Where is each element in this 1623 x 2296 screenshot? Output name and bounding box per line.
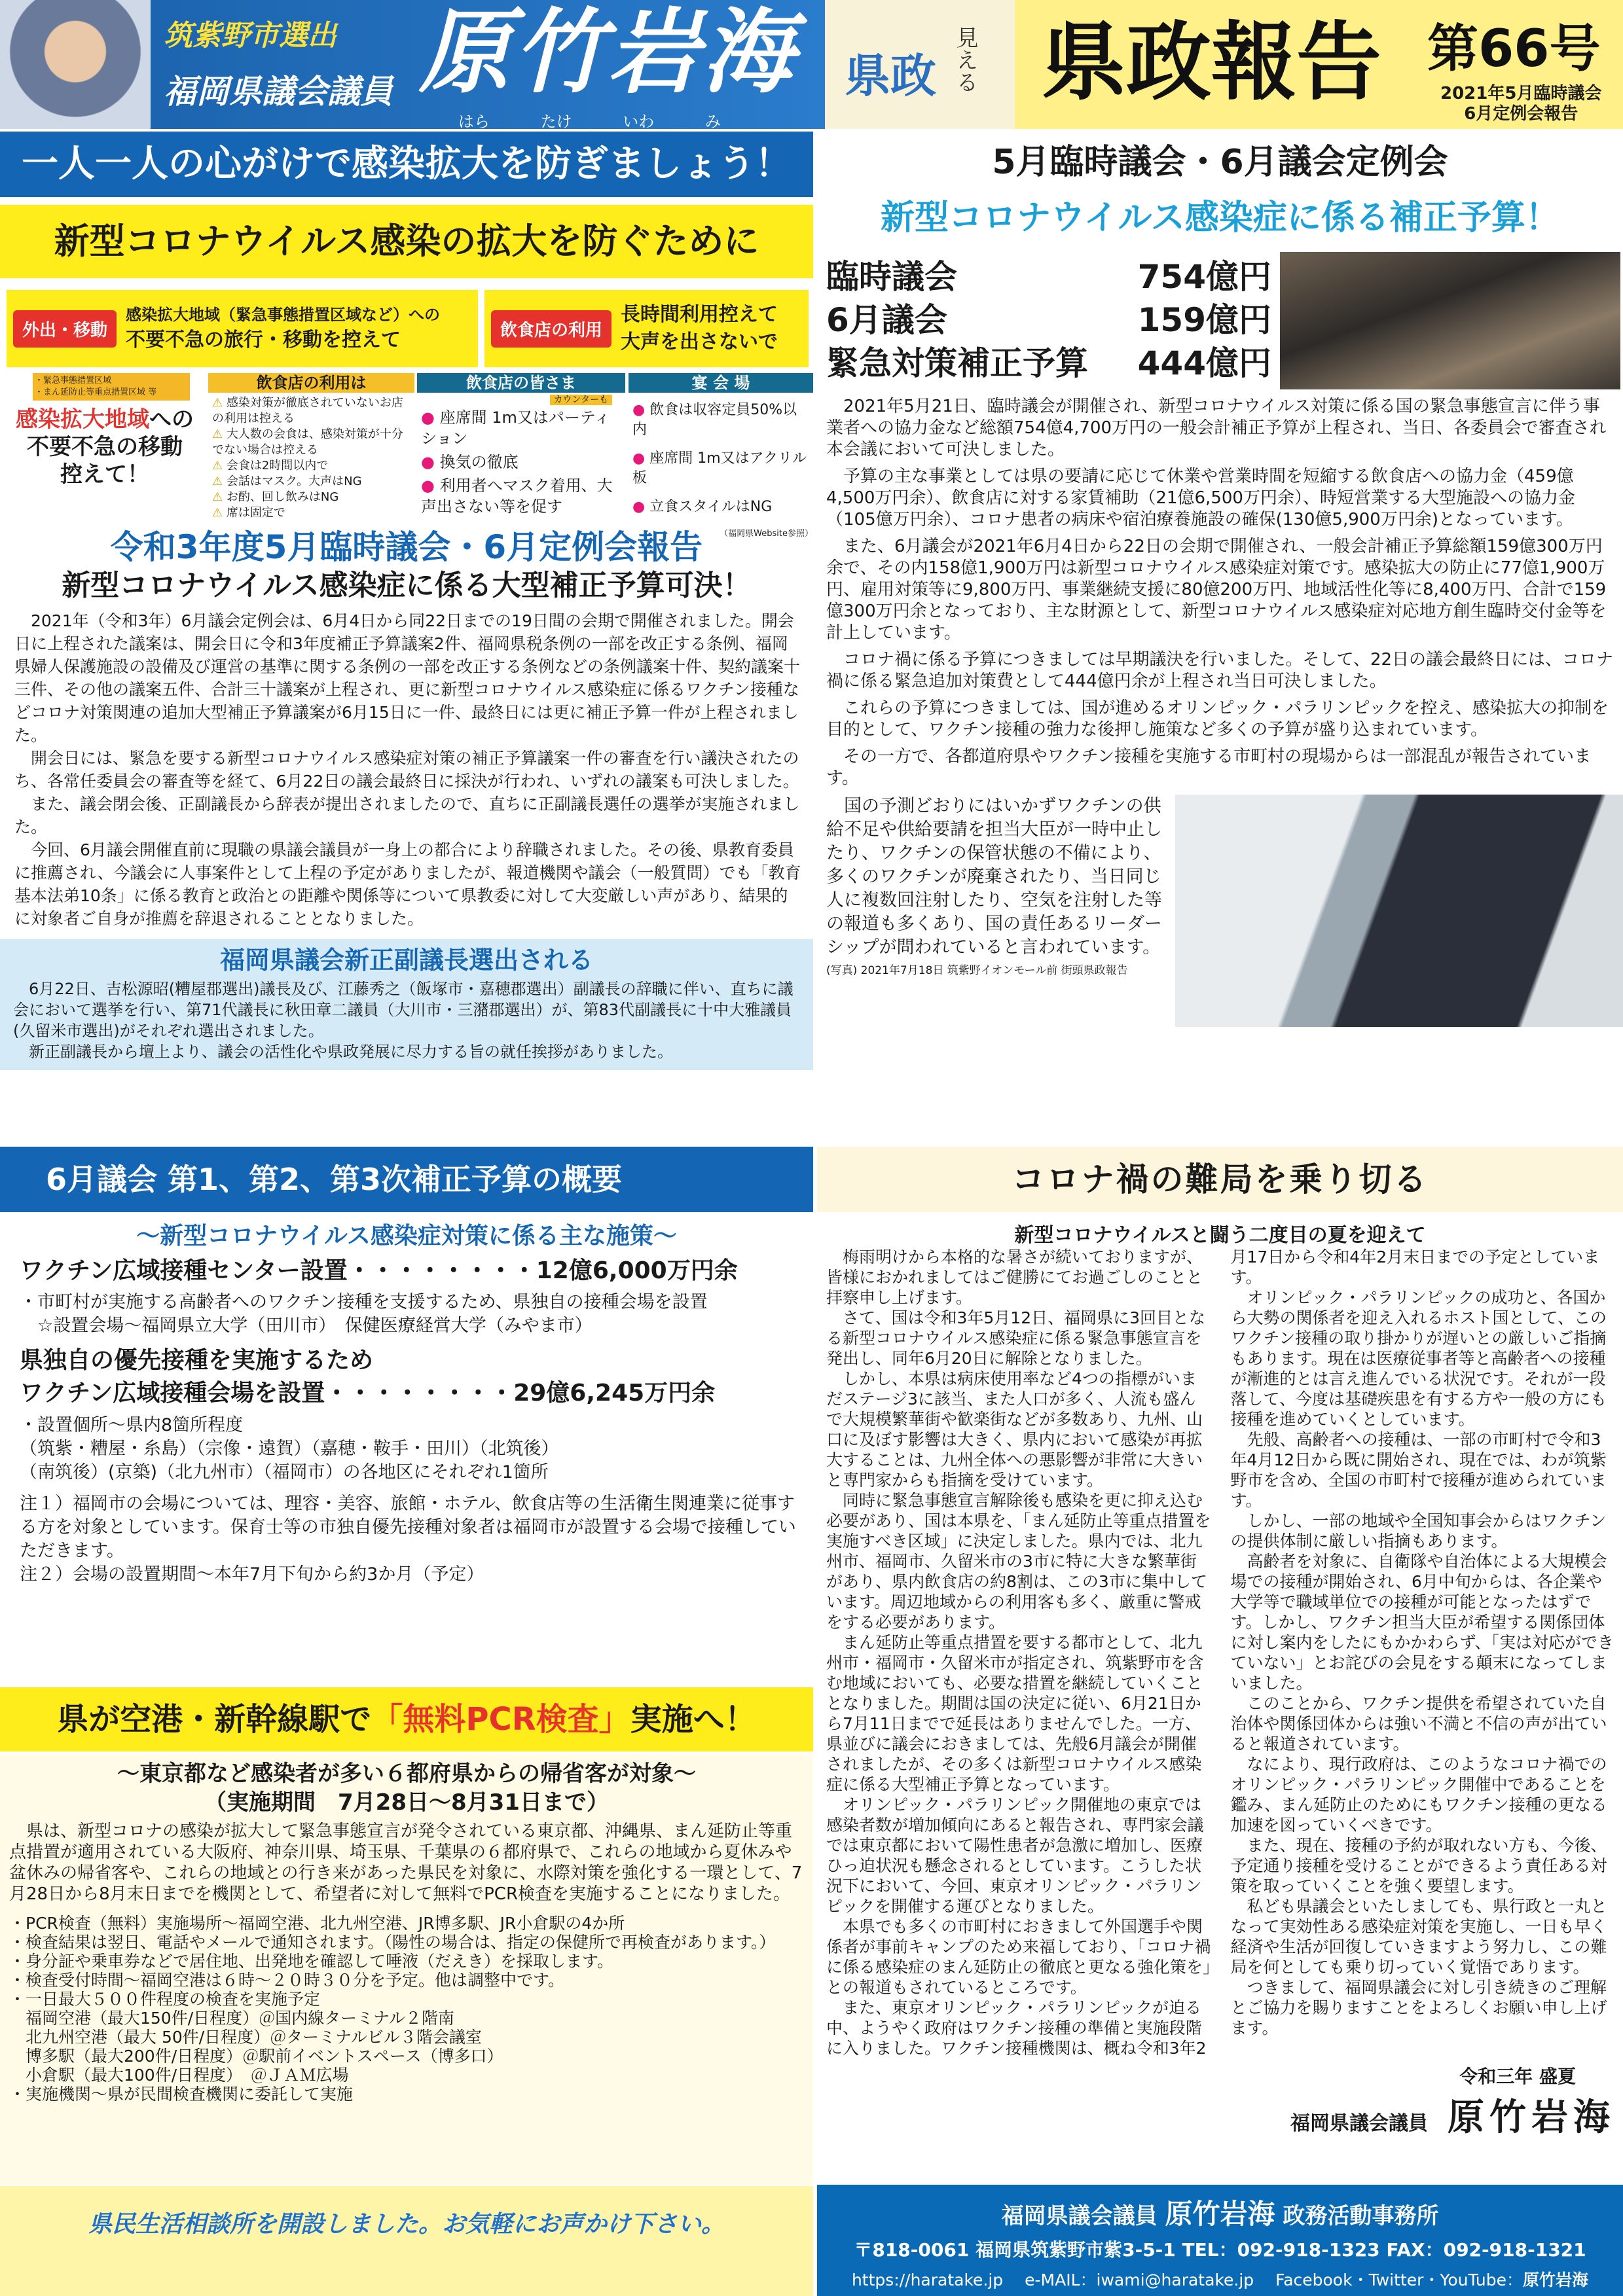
budget-items [20, 1255, 805, 1587]
budget-amount: 159億円 [1137, 301, 1271, 339]
warning-icon: ⚠ [212, 396, 227, 410]
item1-title: ワクチン広域接種センター設置・・・・・・・・12億6,000万円余 [20, 1257, 738, 1284]
restaurant-item-text: 座席間 1m又はパーティション [421, 408, 610, 448]
office-type: 政務活動事務所 [1283, 2203, 1439, 2229]
essay-paragraph: また、東京オリンピック・パラリンピックが迫る中、ようやく政府はワクチン接種の準備と実施段階に入りました。ワクチン接種機関は、概ね令和3年2月17日から令和4年2月末日までの予定としています。 [826, 1247, 1600, 2058]
area-note: ・緊急事態措置区域 ・まん延防止等重点措置区域 等 [33, 373, 190, 401]
budget-row [826, 298, 1271, 342]
essay-paragraph: 本県でも多くの市町村におきまして外国選手や関係者が事前キャンプのため来福しており、「コロナ禍に係る感染症のまん延防止の徹底と更なる強化策を」との報道もされているところです。 [826, 1917, 1211, 1997]
warning-icon: ⚠ [212, 490, 227, 504]
budget-heading: 6月議会 第1、第2、第3次補正予算の概要 [0, 1147, 813, 1212]
speaker-title: 福岡県議会新正副議長選出される [219, 946, 593, 975]
essay-paragraph: また、現在、接種の予約が取れない方も、今後、予定通り接種を受けることができるよう責任ある対策を取っていくことを強く要望します。 [1230, 1836, 1607, 1895]
report-body [0, 609, 813, 930]
budget-summary [826, 255, 1271, 385]
essay-paragraph: 私ども県議会といたしましても、県行政と一丸となって実効性ある感染症対策を実施し、一日も早く経済や生活が回復していきますよう努力し、この難局を何としても乗り切っていく覚悟であります。 [1230, 1897, 1607, 1977]
session-paragraph: また、6月議会が2021年6月4日から22日の会期で開催され、一般会計補正予算総額159億300万円余で、その内158億1,900万円は新型コロナウイルス感染症対策です。感染拡大の防止に77億1,900万円、雇用対策等に9,800万円、事業継続支援に80億200万円、地域活性化等に8,400万円、合計で159億300万円余となっており、主な財源として、新型コロナウイルス感染症対応地方創生臨時交付金等を計上しています。 [826, 537, 1607, 643]
dining-usage-item [212, 505, 410, 521]
banquet-title: 宴 会 場 [629, 373, 813, 393]
signature: 原竹岩海 [1448, 2096, 1615, 2139]
essay-body [826, 1247, 1615, 2058]
pcr-list-line: ・一日最大５００件程度の検査を実施予定 [9, 1990, 321, 2009]
budget-label: 6月議会 [826, 301, 947, 339]
dining-usage-text: 会話はマスク。大声はNG [226, 475, 362, 488]
banquet-item-text: 飲食は収容定員50%以内 [632, 402, 797, 438]
photo-caption: (写真) 2021年7月18日 筑紫野イオンモール前 街頭県政報告 [826, 964, 1128, 977]
speaker-box [0, 939, 813, 1070]
pcr-list-line: 北九州空港（最大 50件/日程度）＠ターミナルビル３階会議室 [9, 2028, 482, 2047]
office-role: 福岡県議会議員 [1001, 2203, 1158, 2229]
dining-usage-title: 飲食店の利用は [208, 373, 414, 393]
essay-paragraph: 同時に緊急事態宣言解除後も感染を更に抑え込む必要があり、国は本県を、「まん延防止等重点措置を実施すべき区域」に決定しました。県内では、北九州市、福岡市、久留米市の3市に特に大きな繁華街があり、県内飲食店の約8割は、この3市に集中しています。周辺地域からの利用客も多く、厳重に警戒をする必要があります。 [826, 1491, 1211, 1632]
bullet-icon: ● [632, 402, 650, 418]
counter-callout: カウンターも [550, 395, 612, 405]
session-title: 5月臨時議会・6月議会定例会 [992, 143, 1448, 182]
issue-number: 第66号 [1427, 20, 1601, 79]
dining-usage-text: 感染対策が徹底されていないお店の利用は控える [212, 396, 403, 425]
sign-role: 福岡県議会議員 [1290, 2112, 1428, 2135]
essay-paragraph: なにより、現行政府は、このようなコロナ禍でのオリンピック・パラリンピック開催中であることを鑑み、まん延防止のためにもワクチン接種の更なる加速を図っていくべきです。 [1230, 1755, 1607, 1835]
travel-line-2: 不要不急の旅行・移動を控えて [126, 329, 401, 351]
dining-usage-item [212, 490, 410, 505]
notes-line: 注２）会場の設置期間～本年7月下旬から約3か月（予定） [20, 1564, 484, 1585]
dining-usage-text: 会食は2時間以内で [226, 459, 329, 473]
pcr-paragraph: 県は、新型コロナの感染が拡大して緊急事態宣言が発令されている東京都、沖縄県、まん延防止等重点措置が適用されている大阪府、神奈川県、埼玉県、千葉県の６都府県で、これらの地域から夏休みや盆休みの帰省客や、これらの地域との行き来があった県民を対象に、水際対策を強化する一環として、7月28日から8月末日までを機関として、希望者に対して無料でPCR検査を実施することになりました。 [9, 1821, 803, 1904]
budget-amount: 444億円 [1137, 344, 1271, 382]
sign-row [826, 2089, 1615, 2141]
pcr-heading-b: 「無料PCR検査」 [371, 1701, 630, 1738]
item2-title-1: 県独自の優先接種を実施するため [20, 1347, 374, 1374]
essay-paragraph: つきまして、福岡県議会に対し引き続きのご理解とご協力を賜りますことをよろしくお願い申し上げます。 [1230, 1978, 1607, 2037]
restaurant-item [421, 452, 621, 473]
dining-usage-item [212, 427, 410, 458]
session-paragraph: 予算の主な事業としては県の要請に応じて休業や営業時間を短縮する飲食店への協力金（459億4,500万円余）、飲食店に対する家賃補助（21億6,500万円余）、時短営業する大型施設への協力金（105億万円余）、コロナ患者の病床や宿泊療養施設の確保(130億5,900万円余)となっています。 [826, 467, 1575, 529]
area-main-1: 感染拡大地域 [16, 406, 149, 433]
essay-paragraph: しかし、本県は病床使用率など4つの指標がいまだステージ3に該当、また人口が多く、人流も盛んで大規模繁華街や歓楽街などが多数あり、九州、山口に及ぼす影響は大きく、県内において感染が再拡大することは、九州全体への悪影響が非常に大きいと専門家からも指摘を受けています。 [826, 1369, 1203, 1490]
notes-line: 注１）福岡市の会場については、理容・美容、旅館・ホテル、飲食店等の生活衛生関連業に従事する方を対象としています。保育士等の市独自優先接種対象者は福岡市が設置する会場で接種していただきます。 [20, 1494, 796, 1561]
report-section [0, 527, 813, 1070]
budget-label: 臨時議会 [826, 258, 957, 296]
assembly-hall-photo [1280, 252, 1620, 389]
essay-paragraph: さて、国は令和3年5月12日、福岡県に3回目となる新型コロナウイルス感染症に係る緊急事態宣言を発出し、同年6月20日に解除となりました。 [826, 1308, 1206, 1368]
budget-row [826, 255, 1271, 298]
item2-lines-line: （筑紫・糟屋・糸島）（宗像・遠賀）（嘉穂・鞍手・田川）（北筑後） [20, 1439, 559, 1459]
dining-usage-column [208, 373, 414, 524]
dining-usage-text: お酌、回し飲みはNG [226, 490, 339, 504]
pcr-heading-c: 実施へ！ [630, 1701, 756, 1738]
travel-text [126, 303, 440, 354]
street-speech-photo [1175, 795, 1623, 1027]
consultation-note: 県民生活相談所を開設しました。お気軽にお声かけ下さい。 [0, 2186, 813, 2296]
source-note: （福岡県Website参照） [720, 529, 813, 539]
sign-date: 令和三年 盛夏 [1459, 2066, 1576, 2087]
budget-amount: 754億円 [1137, 258, 1271, 296]
session-paragraph: 2021年5月21日、臨時議会が開催され、新型コロナウイルス対策に係る国の緊急事態宣言に伴う事業者への協力金など総額754億4,700万円の一般会計補正予算が上程され、当日、各委員会で審査され本会議において可決しました。 [826, 397, 1607, 459]
banquet-item [632, 401, 809, 440]
restaurant-title: 飲食店の皆さま [417, 373, 625, 393]
budget-row [826, 342, 1271, 385]
prevention-banner: 一人一人の心がけで感染拡大を防ぎましょう！ [0, 132, 813, 197]
essay-paragraph: まん延防止等重点措置を要する都市として、北九州市・福岡市・久留米市が指定され、筑紫野市を含む地域においても、必要な措置を継続していくこととなりました。期間は国の決定に従い、6月21日から7月11日までで延長はありませんでした。一方、県並びに議会におきましては、先般6月議会が開催されましたが、その多くは新型コロナウイルス感染症に係る大型補正予算となっています。 [826, 1633, 1204, 1794]
report-subtitle: 新型コロナウイルス感染症に係る大型補正予算可決！ [62, 569, 752, 602]
essay-paragraph: しかし、一部の地域や全国知事会からはワクチンの提供体制に厳しい指摘もあります。 [1230, 1511, 1607, 1551]
website-link[interactable]: https://haratake.jp [851, 2270, 1004, 2289]
counter-callout-row [417, 393, 625, 406]
prevention-title: 新型コロナウイルス感染の拡大を防ぐために [0, 205, 813, 278]
sns-label: Facebook・Twitter・YouTube： [1275, 2270, 1523, 2289]
dining-usage-item [212, 395, 410, 427]
pcr-subtitle-1: ～東京都など感染者が多い６都府県からの帰省客が対象～ [117, 1761, 696, 1787]
restaurant-column [417, 373, 625, 520]
restaurant-item [421, 407, 621, 449]
session-body [826, 396, 1623, 789]
office-name [817, 2193, 1623, 2232]
office-person: 原竹岩海 [1165, 2198, 1275, 2230]
essay-paragraph: 梅雨明けから本格的な暑さが続いておりますが、皆様におかれましてはご健勝にてお過ごしのことと拝察申し上げます。 [826, 1247, 1203, 1307]
issue-note-1: 2021年5月臨時議会 [1440, 84, 1602, 103]
dining-line-2: 大声を出さないで [621, 331, 778, 353]
essay-paragraph: このことから、ワクチン提供を希望されていた自治体や関係団体からは強い不満と不信の声が出ていると報道されています。 [1230, 1694, 1607, 1753]
banquet-item-text: 立食スタイルはNG [649, 499, 773, 515]
bullet-icon: ● [632, 499, 650, 515]
pcr-list-line: 博多駅（最大200件/日程度）＠駅前イベントスペース（博多口） [9, 2047, 503, 2066]
report-paragraph: また、議会閉会後、正副議長から辞表が提出されましたので、直ちに正副議長選任の選挙が実施されました。 [14, 795, 800, 836]
pcr-list-line: ・検査結果は翌日、電話やメールで通知されます。（陽性の場合は、指定の保健所で再検査があります。） [9, 1933, 776, 1952]
essay-paragraph: オリンピック・パラリンピック開催地の東京では感染者数が増加傾向にあると報告され、専門家会議では東京都において陽性患者が急激に増加し、医療ひっ迫状況も懸念されるとしています。こうした状況下において、今回、東京オリンピック・パラリンピックを開催する運びとなりました。 [826, 1795, 1204, 1916]
bullet-icon: ● [632, 450, 650, 467]
report-paragraph: 2021年（令和3年）6月議会定例会は、6月4日から同22日までの19日間の会期で開催されました。開会日に上程された議案は、開会日に令和3年度補正予算議案2件、福岡県税条例の一部を改正する条例、福岡県婦人保護施設の設備及び運営の基準に関する条例の一部を改正する条例などの条例議案十件、契約議案十三件、その他の議案五件、合計三十議案が上程され、更に新型コロナウイルス感染症に係るワクチン接種などコロナ対策関連の追加大型補正予算議案が6月15日に一件、最終日には更に補正予算一件が上程されました。 [14, 611, 801, 745]
logo-text: 県政 [845, 49, 936, 103]
owl-logo [825, 0, 1015, 129]
dining-tag: 飲食店の利用 [491, 310, 611, 348]
session-paragraph: その一方で、各都道府県やワクチン接種を実施する市町村の現場からは一部混乱が報告されています。 [826, 747, 1592, 788]
travel-line-1: 感染拡大地域（緊急事態措置区域など）への [126, 306, 441, 324]
warning-icon: ⚠ [212, 427, 227, 441]
item2-title [20, 1344, 805, 1410]
photo-text-column [826, 795, 1167, 1027]
bullet-icon: ● [421, 453, 440, 471]
banquet-column [629, 373, 813, 539]
budget-subtitle: ～新型コロナウイルス感染症対策に係る主な施策～ [136, 1223, 677, 1249]
essay-paragraph: 高齢者を対象に、自衛隊や自治体による大規模会場での接種が開始され、6月中旬からは、各企業や大学等で職域単位での接種が可能となったはずです。しかし、ワクチン担当大臣が希望する関係団体に対し案内をしたにもかかわらず、「実は対応ができていない」とお詫びの会見をする顛末になってしまいました。 [1230, 1552, 1614, 1693]
dining-usage-item [212, 458, 410, 474]
item2-lines-line: ・設置個所～県内8箇所程度 [20, 1415, 244, 1435]
item1-lines-line: ・市町村が実施する高齢者へのワクチン接種を支援するため、県独自の接種会場を設置 [20, 1292, 708, 1312]
pcr-list-line: 福岡空港（最大150件/日程度）＠国内線ターミナル２階南 [9, 2009, 454, 2028]
email-link[interactable]: e-MAIL：iwami@haratake.jp [1025, 2270, 1254, 2289]
banquet-item [632, 449, 809, 488]
report-paragraph: 今回、6月議会開催直前に現職の県議会議員が一身上の都合により辞職されました。その後、県教育委員に推薦され、今議会に人事案件として上程の予定がありましたが、報道機関や議会（一般質問）でも「教育基本法弟10条」に係る教育と政治との距離や関係等について県教委に対して大変厳しい声があり、結果的に対象者ご自身が推薦を辞退されることとなりました。 [14, 840, 801, 928]
bullet-icon: ● [421, 408, 440, 427]
essay-paragraph: 先般、高齢者への接種は、一部の市町村で令和3年4月12日から既に開始され、現在では、わが筑紫野市を含め、全国の市町村で接種が進められています。 [1230, 1430, 1607, 1510]
session-paragraph: コロナ禍に係る予算につきましては早期議決を行いました。そして、22日の議会最終日には、コロナ禍に係る緊急追加対策費として444億円余が上程され当日可決しました。 [826, 650, 1614, 691]
warning-icon: ⚠ [212, 459, 227, 473]
logo-side-text: 見える [952, 26, 978, 93]
dining-usage-text: 席は固定で [226, 506, 285, 520]
banquet-item [632, 497, 809, 517]
portrait-photo [0, 0, 151, 129]
pcr-heading-a: 県が空港・新幹線駅で [57, 1701, 372, 1738]
pcr-heading [0, 1687, 813, 1751]
district-label: 筑紫野市選出 [164, 19, 337, 52]
office-address: 〒818-0061 福岡県筑紫野市紫3-5-1 TEL：092-918-1323 FAX：092-918-1321 [854, 2239, 1586, 2261]
photo-row [826, 795, 1623, 1027]
essay-subtitle: 新型コロナウイルスと闘う二度目の夏を迎えて [1014, 1224, 1426, 1247]
budget-label: 緊急対策補正予算 [826, 344, 1088, 382]
pcr-section [0, 1754, 813, 2185]
banquet-item-text: 座席間 1m又はアクリル板 [632, 450, 807, 486]
restaurant-item-text: 換気の徹底 [439, 453, 519, 471]
dining-line-1: 長時間利用控えて [621, 303, 778, 326]
essay-section [826, 1247, 1615, 2141]
session-paragraph: これらの予算につきましては、国が進めるオリンピック・パラリンピックを控え、感染拡大の抑制を目的として、ワクチン接種の強力な後押し施策など多くの予算が盛り込まれています。 [826, 698, 1609, 740]
pcr-list-line: ・実施機関～県が民間検査機関に委託して実施 [9, 2085, 354, 2104]
bullet-icon: ● [421, 476, 440, 495]
area-main-2: への [149, 406, 194, 433]
dining-usage-item [212, 474, 410, 490]
session-section [826, 396, 1623, 1027]
essay-title: コロナ禍の難局を乗り切る [817, 1147, 1623, 1212]
pcr-list-line: ・検査受付時間～福岡空港は６時～２０時３０分を予定。他は調整中です。 [9, 1971, 565, 1990]
photo-paragraph: 国の予測どおりにはいかずワクチンの供給不足や供給要請を担当大臣が一時中止したり、ワクチンの保管状態の不備により、多くのワクチンが廃棄されたり、当日同じ人に複数回注射したり、空気を注射した等の報道も多くあり、国の責任あるリーダーシップが問われていると言われています。 [826, 796, 1162, 958]
session-subtitle: 新型コロナウイルス感染症に係る補正予算！ [881, 198, 1559, 238]
essay-paragraph: オリンピック・パラリンピックの成功と、各国から大勢の関係者を迎え入れるホスト国として、このワクチン接種の取り掛かりが遅いとの厳しいご指摘もあります。現在は医療従事者等と高齢者への接種が漸進的とは言え進んでいる状況です。それが一段落して、今度は基礎疾患を有する方や一般の方にも接種を進めていくとしています。 [1230, 1288, 1607, 1429]
issue-note [1440, 84, 1601, 124]
signature-block [826, 2062, 1615, 2141]
pcr-list-line: ・身分証や乗車券などで居住地、出発地を確認して唾液（だえき）を採取します。 [9, 1952, 614, 1971]
advice-box-dining [484, 290, 809, 367]
pcr-list-line: 小倉駅（最大100件/日程度） ＠ＪＡＭ広場 [9, 2066, 349, 2085]
infographic [0, 373, 813, 539]
restaurant-item [421, 475, 621, 517]
area-message [3, 406, 206, 488]
area-main-4: 控えて！ [60, 461, 149, 488]
dining-text [621, 301, 778, 356]
item1-lines-line: ☆設置会場～福岡県立大学（田川市） 保健医療経営大学（みやま市） [20, 1316, 593, 1336]
name-furigana: はら たけ いわ み [458, 113, 721, 131]
representative-name: 原竹岩海 [419, 0, 797, 106]
issue-note-2: 6月定例会報告 [1464, 104, 1578, 124]
restaurant-item-text: 利用者へマスク着用、大声出さない等を促す [421, 476, 613, 516]
newsletter-title: 県政報告 [1041, 12, 1382, 112]
warning-icon: ⚠ [212, 506, 227, 520]
area-main-3: 不要不急の移動 [27, 434, 183, 460]
footer-contact [817, 2185, 1623, 2296]
item2-title-2: ワクチン広域接種会場を設置・・・・・・・・29億6,245万円余 [20, 1380, 716, 1407]
dining-usage-text: 大人数の会食は、感染対策が十分でない場合は控える [212, 427, 403, 457]
travel-tag: 外出・移動 [13, 310, 117, 348]
online-links [817, 2267, 1623, 2291]
report-paragraph: 開会日には、緊急を要する新型コロナウイルス感染症対策の補正予算議案一件の審査を行い議決されたのち、各常任委員会の審査等を経て、6月22日の議会最終日に採決が行われ、いずれの議案も可決しました。 [14, 749, 799, 791]
role-label: 福岡県議会議員 [164, 73, 393, 111]
report-title: 令和3年度5月臨時議会・6月定例会報告 [110, 528, 703, 566]
sns-account[interactable]: 原竹岩海 [1523, 2270, 1589, 2289]
pcr-subtitle-2: （実施期間 7月28日～8月31日まで） [204, 1789, 609, 1816]
warning-icon: ⚠ [212, 475, 227, 488]
advice-box-travel [7, 290, 478, 367]
speaker-paragraph: 新正副議長から壇上より、議会の活性化や県政発展に尽力する旨の就任挨拶がありました。 [29, 1043, 673, 1061]
speaker-paragraph: 6月22日、吉松源昭(糟屋郡選出)議長及び、江藤秀之（飯塚市・嘉穂郡選出）副議長の辞職に伴い、直ちに議会において選挙を行い、第71代議長に秋田章二議員（大川市・三潴郡選出）が、第83代副議長に十中大雅議員(久留米市選出)がそれぞれ選出されました。 [13, 980, 793, 1040]
pcr-list-line: ・PCR検査（無料）実施場所～福岡空港、北九州空港、JR博多駅、JR小倉駅の4か所 [9, 1914, 625, 1933]
item2-lines-line: （南筑後）(京築)（北九州市）（福岡市）の各地区にそれぞれ1箇所 [20, 1462, 549, 1482]
